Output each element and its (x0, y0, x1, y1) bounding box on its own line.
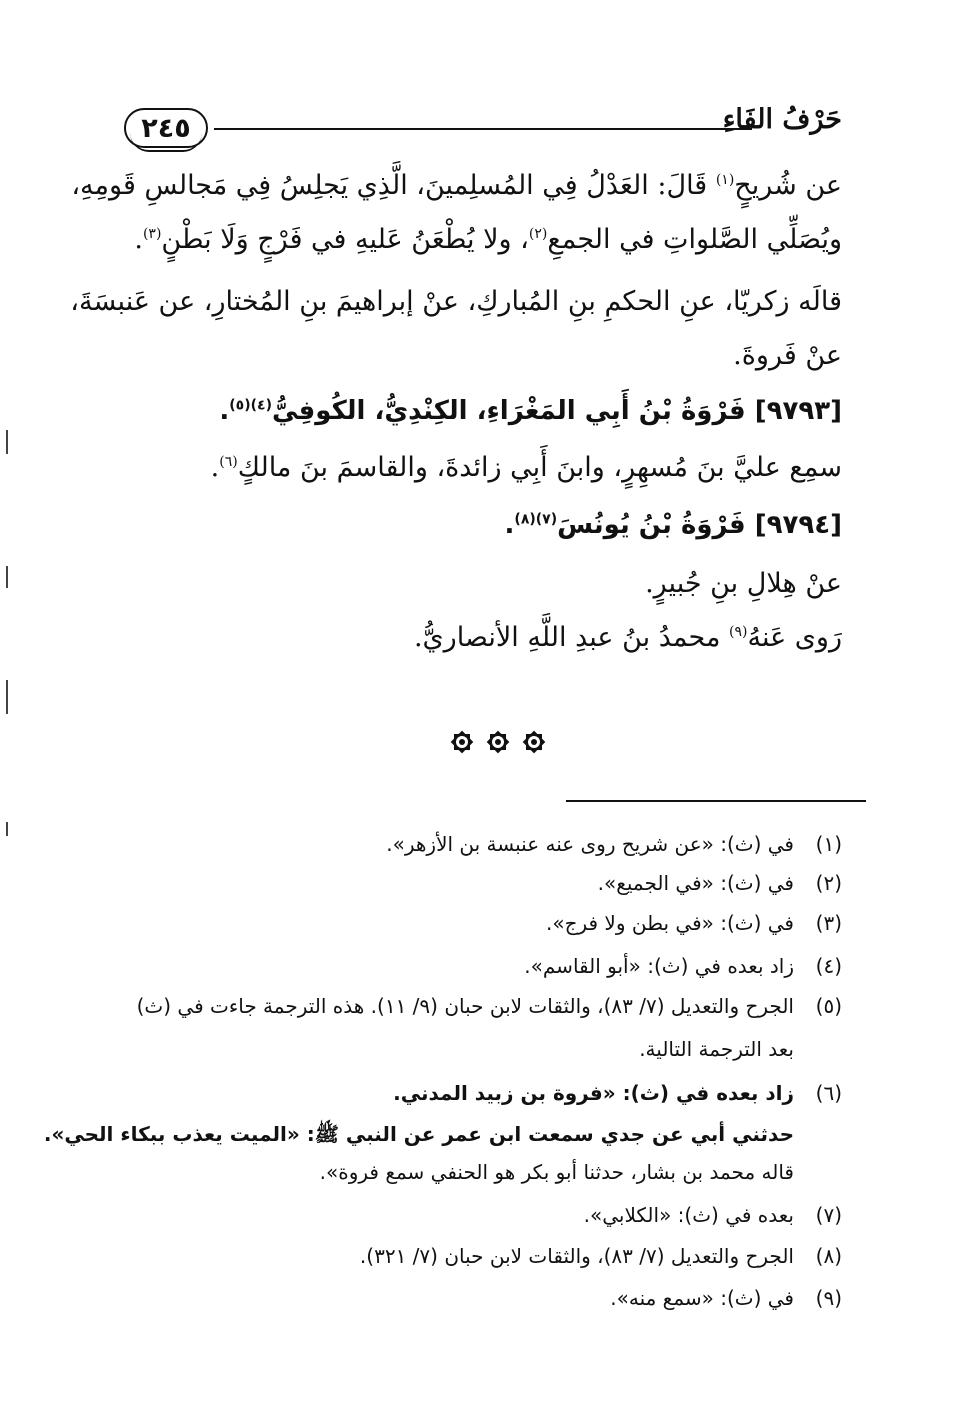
body-text: قَالَ: العَدْلُ فِي المُسلِمينَ، الَّذِي يَجلِسُ فِي مَجالسِ قَومِهِ، (71, 170, 716, 201)
body-text: . (134, 224, 143, 255)
footnote-6 (393, 1083, 842, 1103)
footnote-text: بعده في (ث): «الكلابي». (583, 1203, 794, 1227)
footnote-text: في (ث): «سمع منه». (610, 1286, 794, 1310)
footnote-number: (١) (815, 832, 842, 856)
entry-heading-9793 (219, 398, 842, 424)
body-text: . (504, 510, 515, 540)
footnote-6-continuation: حدثني أبي عن جدي سمعت ابن عمر عن النبي ﷺ: «الميت يعذب ببكاء الحي». (43, 1122, 794, 1146)
footnote-number: (٥) (815, 994, 842, 1018)
entry-number: [٩٧٩٣] (754, 396, 842, 426)
footnote-number: (٨) (815, 1244, 842, 1268)
footnote-text: زاد بعده في (ث): «فروة بن زبيد المدني. (393, 1081, 794, 1105)
body-text: عن شُريحٍ (734, 170, 842, 201)
footnote-ref: (٣) (142, 226, 162, 242)
footnote-text: في (ث): «في الجميع». (597, 871, 794, 895)
footnote-4 (524, 956, 842, 976)
footnote-7 (584, 1205, 842, 1225)
footnote-ref: (٢) (528, 226, 548, 242)
footnote-6-continuation-2: قاله محمد بن بشار، حدثنا أبو بكر هو الحنفي سمع فروة». (319, 1160, 794, 1184)
footnote-text: زاد بعده في (ث): «أبو القاسم». (524, 954, 794, 978)
header-rule (214, 128, 752, 130)
footnote-ref: (١) (715, 172, 735, 188)
footnote-8 (360, 1246, 842, 1266)
eight-point-star-ornament-icon (520, 728, 548, 756)
footnote-number: (٧) (815, 1203, 842, 1227)
footnote-text: الجرح والتعديل (٧/ ٨٣)، والثقات لابن حبان (٩/ ١١). هذه الترجمة جاءت في (ث) (136, 994, 794, 1018)
section-divider-ornaments (448, 728, 558, 758)
body-text: . (210, 452, 220, 483)
footnote-ref: (٦) (219, 454, 238, 470)
body-line-8: عنْ هِلالِ بنِ جُبيرٍ. (645, 568, 842, 599)
entry-number: [٩٧٩٤] (754, 510, 842, 540)
footnote-2 (598, 873, 842, 893)
footnote-number: (٦) (815, 1081, 842, 1105)
footnote-number: (٢) (815, 871, 842, 895)
body-text: ، ولا يُطْعَنُ عَليهِ في فَرْجٍ وَلَا بَطْنٍ (161, 224, 529, 255)
running-header-title: حَرْفُ الفَاءِ (722, 104, 842, 135)
body-line-4: عنْ فَروةَ. (733, 340, 842, 371)
body-text: ويُصَلِّي الصَّلواتِ في الجمعِ (547, 224, 842, 255)
eight-point-star-ornament-icon (448, 728, 476, 756)
eight-point-star-ornament-icon (484, 728, 512, 756)
footnote-5-continuation: بعد الترجمة التالية. (639, 1037, 794, 1061)
footnote-separator (566, 800, 866, 802)
body-line-2 (134, 226, 842, 253)
body-line-6 (211, 454, 842, 481)
body-text: سمِع عليَّ بنَ مُسهِرٍ، وابنَ أَبِي زائدةَ، والقاسمَ بنَ مالكٍ (237, 452, 842, 483)
page-number-badge (124, 108, 208, 148)
footnote-3 (546, 913, 842, 933)
body-line-9 (414, 624, 842, 651)
scan-edge-mark (6, 566, 8, 588)
body-line-3: قالَه زكريّا، عنِ الحكمِ بنِ المُباركِ، عنْ إبراهيمَ بنِ المُختارِ، عن عَنبسَةَ، (70, 286, 842, 317)
footnote-5 (137, 996, 842, 1016)
page-number: ٢٤٥ (141, 112, 191, 144)
body-text: محمدُ بنُ عبدِ اللَّهِ الأنصاريُّ. (413, 622, 729, 653)
scan-edge-mark (6, 430, 8, 454)
footnote-ref: (٩) (729, 624, 748, 640)
footnote-number: (٣) (815, 911, 842, 935)
footnote-ref: (٧)(٨) (514, 511, 558, 528)
footnote-number: (٩) (815, 1286, 842, 1310)
footnote-text: في (ث): «في بطن ولا فرج». (545, 911, 794, 935)
footnote-text: الجرح والتعديل (٧/ ٨٣)، والثقات لابن حبان (٧/ ٣٢١). (359, 1244, 794, 1268)
body-text: رَوى عَنهُ (747, 622, 842, 653)
entry-name: فَرْوَةُ بْنُ يُونُسَ (557, 510, 755, 540)
footnote-1 (386, 834, 842, 854)
entry-name: فَرْوَةُ بْنُ أَبِي المَغْرَاءِ، الكِنْدِيُّ، الكُوفِيُّ (271, 396, 755, 426)
footnote-9 (610, 1288, 842, 1308)
scan-edge-mark (6, 680, 8, 714)
scan-edge-mark (6, 822, 8, 836)
footnote-number: (٤) (815, 954, 842, 978)
body-text: . (219, 396, 230, 426)
footnote-ref: (٤)(٥) (229, 397, 272, 414)
entry-heading-9794 (505, 512, 842, 538)
footnote-text: في (ث): «عن شريح روى عنه عنبسة بن الأزهر». (386, 832, 794, 856)
body-line-1 (71, 172, 842, 199)
